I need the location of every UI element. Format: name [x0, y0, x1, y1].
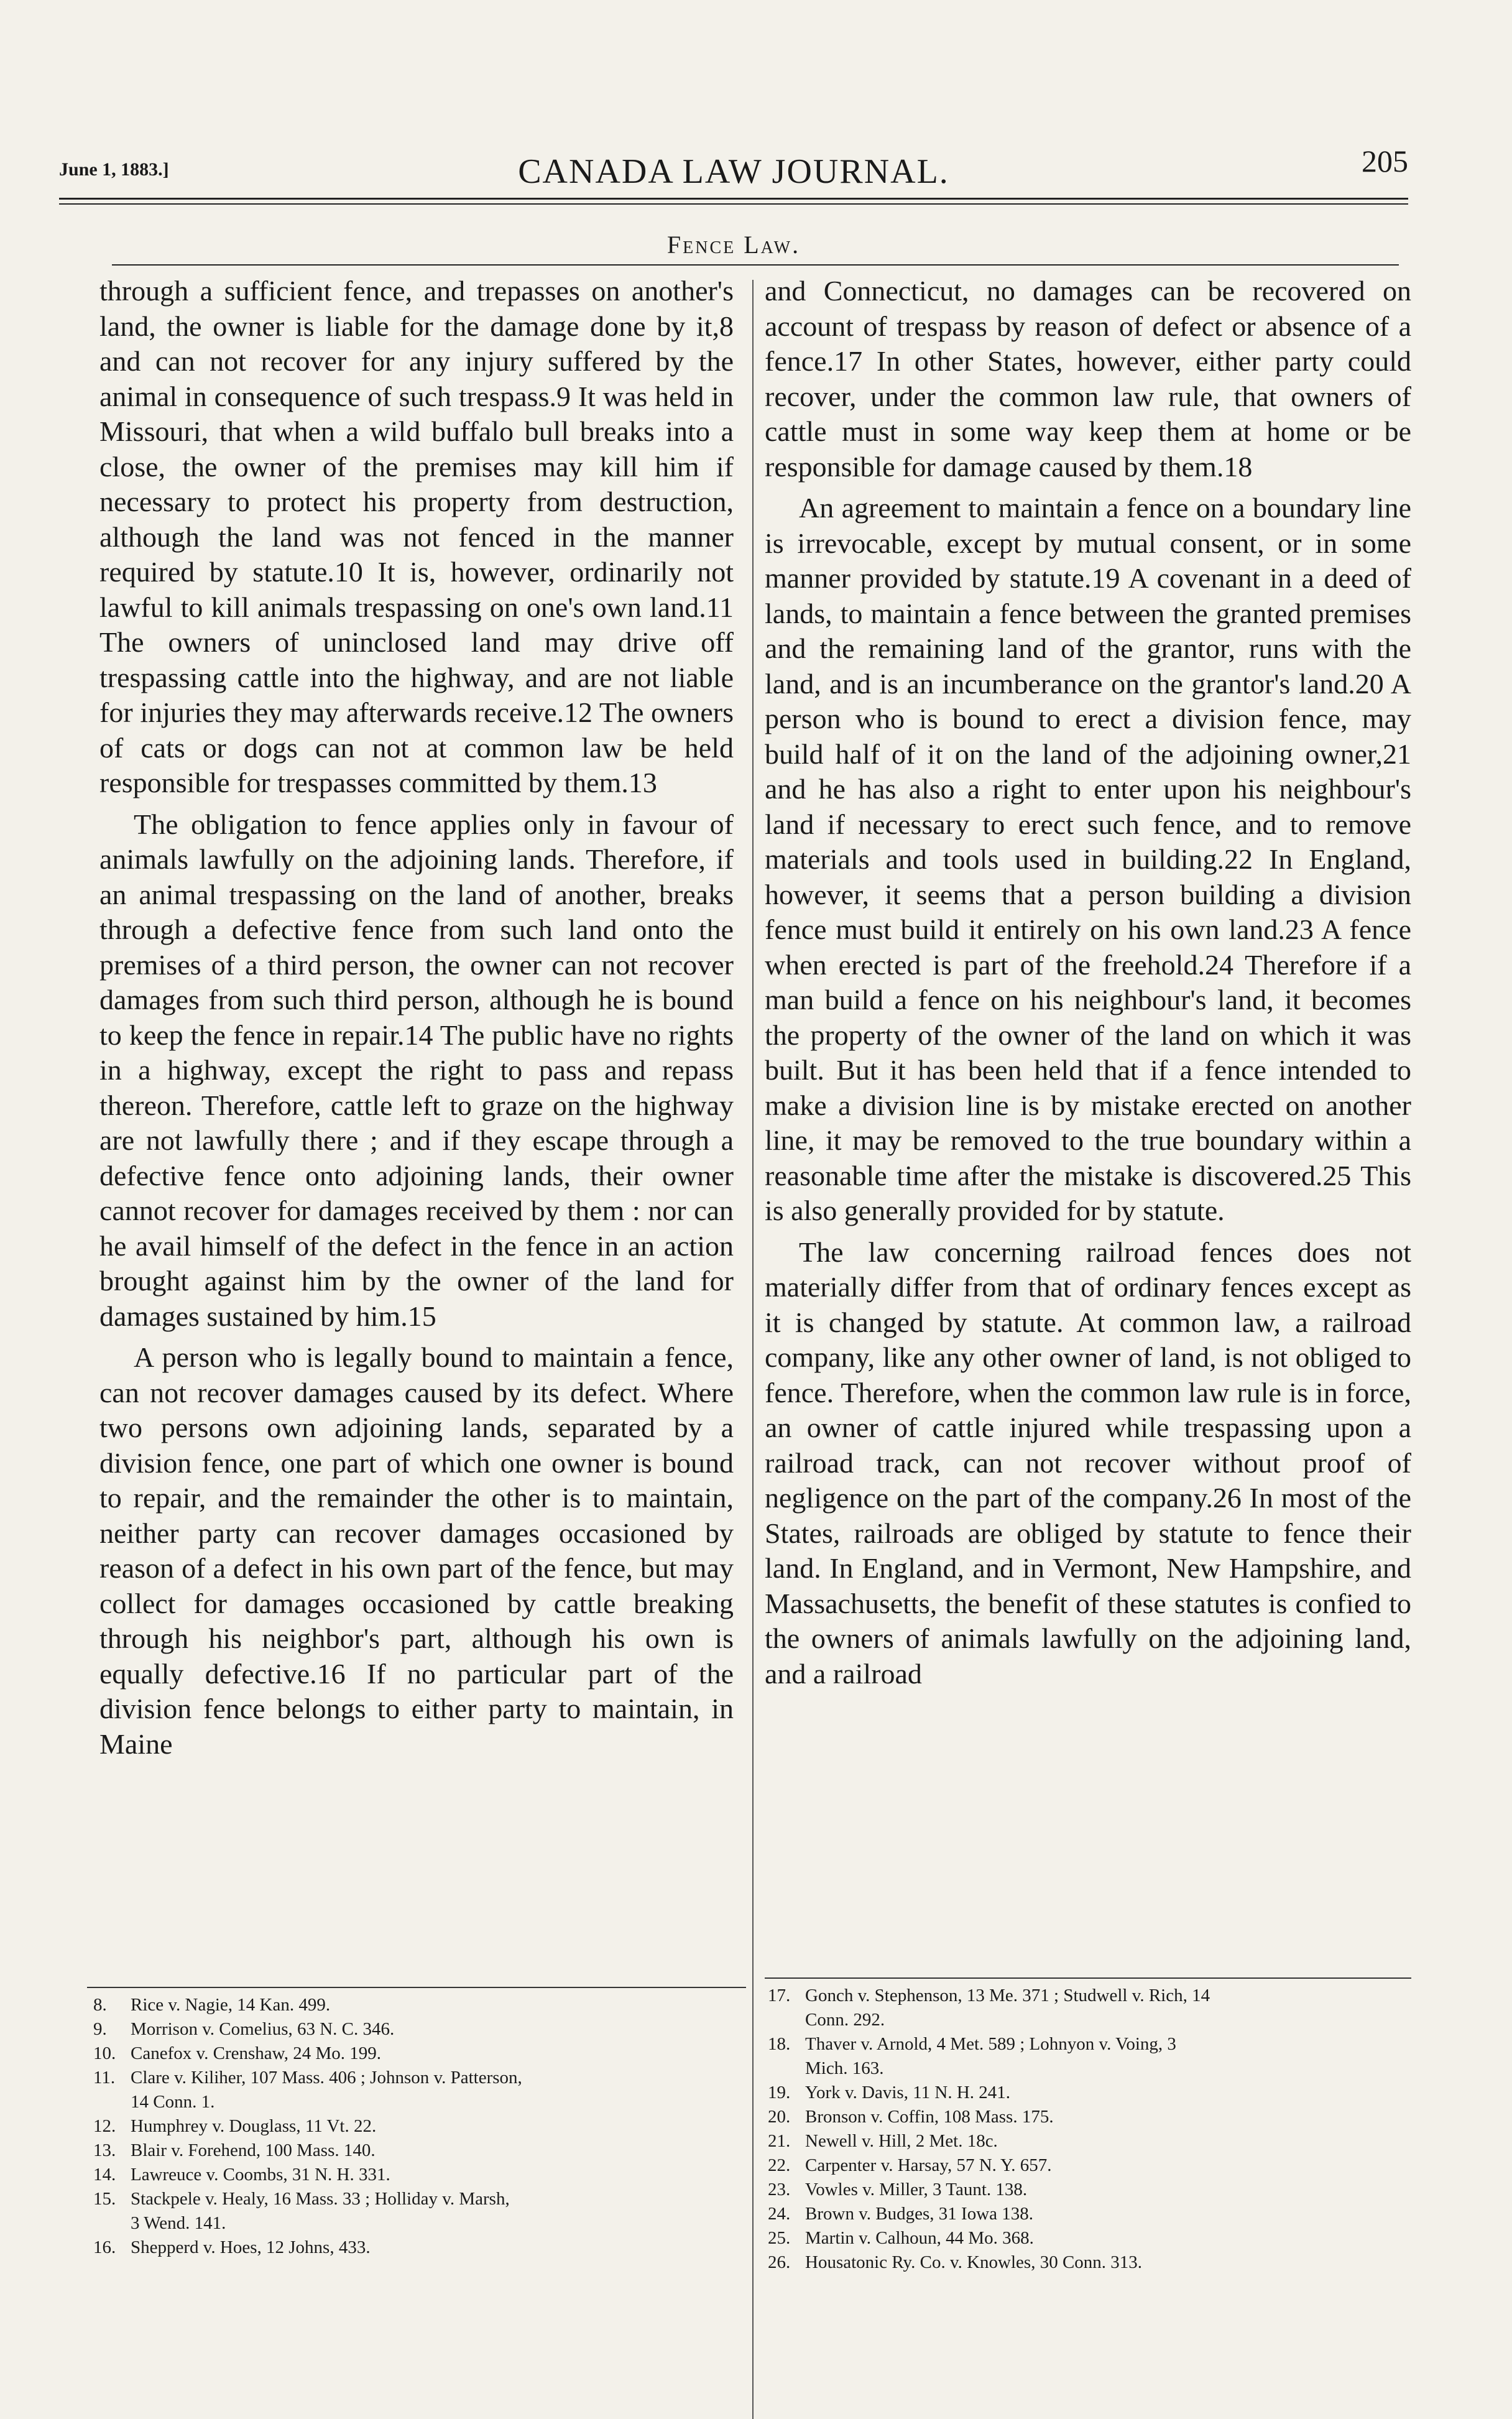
footnote — [768, 2202, 1408, 2226]
footnote-number: 8. — [93, 1995, 107, 2015]
footnote-number: 10. — [93, 2043, 116, 2063]
footnote-text: 3 Wend. 141. — [131, 2213, 226, 2233]
left-column — [99, 274, 734, 1768]
footnote-number: 12. — [93, 2116, 116, 2136]
footnote-text: Blair v. Forehend, 100 Mass. 140. — [131, 2140, 376, 2160]
footnote — [768, 2008, 1408, 2032]
footnote-number: 18. — [768, 2034, 791, 2054]
footnote — [93, 2114, 746, 2139]
footnote-text: Brown v. Budges, 31 Iowa 138. — [805, 2204, 1034, 2224]
footnote-number: 15. — [93, 2189, 116, 2209]
footnote-number: 25. — [768, 2228, 791, 2248]
footnote-text: Carpenter v. Harsay, 57 N. Y. 657. — [805, 2155, 1052, 2175]
footnote — [768, 2081, 1408, 2105]
footnote-text: Gonch v. Stephenson, 13 Me. 371 ; Studwell v. Rich, 14 — [805, 1986, 1210, 2005]
footnote — [93, 2163, 746, 2187]
paragraph: The law concerning railroad fences does not materially differ from that of ordinary fences except as it is changed by statute. At common law, a railroad company, like any other owner of land, is not obliged to fence. Therefore, when the common law rule is in force, an owner of cattle injured while trespassing upon a railroad track, can not recover without proof of negligence on the part of the company.26 In most of the States, railroads are obliged by statute to fence their land. In England, and in Vermont, New Hampshire, and Massachusetts, the benefit of these statutes is confied to the owners of animals lawfully on the adjoining land, and a railroad — [765, 1236, 1411, 1690]
footnote-number: 22. — [768, 2155, 791, 2175]
footnote-text: Humphrey v. Douglass, 11 Vt. 22. — [131, 2116, 377, 2136]
header-rule — [59, 198, 1408, 205]
footnote — [93, 2211, 746, 2236]
footnote — [768, 2178, 1408, 2202]
footnote — [93, 2139, 746, 2163]
footnote-text: Mich. 163. — [805, 2058, 884, 2078]
footnote-text: York v. Davis, 11 N. H. 241. — [805, 2083, 1011, 2102]
footnote-text: Morrison v. Comelius, 63 N. C. 346. — [131, 2019, 395, 2039]
footnote — [768, 2105, 1408, 2129]
footnote — [768, 2153, 1408, 2178]
footnote — [768, 2032, 1408, 2056]
page-header — [59, 143, 1408, 193]
footnote-number: 23. — [768, 2180, 791, 2199]
footnote — [93, 2187, 746, 2211]
footnote-number: 26. — [768, 2252, 791, 2272]
footnote-text: Canefox v. Crenshaw, 24 Mo. 199. — [131, 2043, 381, 2063]
footnote — [93, 2042, 746, 2066]
footnote-number: 24. — [768, 2204, 791, 2224]
footnote-number: 19. — [768, 2083, 791, 2102]
footnote-number: 11. — [93, 2068, 116, 2088]
page-number: 205 — [1362, 144, 1408, 178]
footnote — [93, 2090, 746, 2114]
footnote-text: Rice v. Nagie, 14 Kan. 499. — [131, 1995, 331, 2015]
footnote — [768, 2226, 1408, 2250]
footnote-number: 14. — [93, 2165, 116, 2185]
footnote-text: Martin v. Calhoun, 44 Mo. 368. — [805, 2228, 1034, 2248]
footnote — [768, 2056, 1408, 2081]
footnote-text: Clare v. Kiliher, 107 Mass. 406 ; Johnson v. Patterson, — [131, 2068, 522, 2088]
footnote-text: Conn. 292. — [805, 2010, 885, 2030]
footnote-text: 14 Conn. 1. — [131, 2092, 215, 2112]
paragraph: The obligation to fence applies only in favour of animals lawfully on the adjoining lands. Therefore, if an animal trespassing on the land of another, breaks through a defective fence from such land onto the premises of a third person, the owner can not recover damages from such third person, although he is bound to keep the fence in repair.14 The public have no rights in a highway, except the right to pass and repass thereon. Therefore, cattle left to graze on the highway are not lawfully there ; and if they escape through a defective fence onto adjoining lands, their owner cannot recover for damages received by them : nor can he avail himself of the defect in the fence in an action brought against him by the owner of the land for damages sustained by him.15 — [99, 808, 734, 1332]
footnote-text: Shepperd v. Hoes, 12 Johns, 433. — [131, 2237, 371, 2257]
footnote-text: Housatonic Ry. Co. v. Knowles, 30 Conn. 313. — [805, 2252, 1143, 2272]
journal-title: CANADA LAW JOURNAL. — [518, 152, 949, 191]
paragraph: through a sufficient fence, and trepasses on another's land, the owner is liable for the damage done by it,8 and can not recover for any injury suffered by the animal in consequence of such trespass.9 It was held in Missouri, that when a wild buffalo bull breaks into a close, the owner of the premises may kill him if necessary to protect his property from destruction, although the land was not fenced in the manner required by statute.10 It is, however, ordinarily not lawful to kill animals trespassing on one's own land.11 The owners of uninclosed land may drive off trespassing cattle into the highway, and are not liable for injuries they may afterwards receive.12 The owners of cats or dogs can not at common law be held responsible for trespasses committed by them.13 — [99, 275, 734, 798]
section-rule — [112, 264, 1399, 266]
footnote — [93, 2017, 746, 2042]
footnote — [768, 2250, 1408, 2275]
footnote — [768, 2129, 1408, 2153]
paragraph: A person who is legally bound to maintain a fence, can not recover damages caused by its defect. Where two persons own adjoining lands, separated by a division fence, one part of which one owner is bound to repair, and the remainder the other is to maintain, neither party can recover damages occasioned by reason of a defect in his own part of the fence, but may collect for damages occasioned by cattle breaking through his neighbor's part, although his own is equally defective.16 If no particular part of the division fence belongs to either party to maintain, in Maine — [99, 1341, 734, 1760]
footnote-rule — [765, 1977, 1411, 1979]
footnote — [93, 2236, 746, 2260]
footnote-text: Thaver v. Arnold, 4 Met. 589 ; Lohnyon v. Voing, 3 — [805, 2034, 1176, 2054]
footnote-text: Newell v. Hill, 2 Met. 18c. — [805, 2131, 998, 2151]
footnote-text: Vowles v. Miller, 3 Taunt. 138. — [805, 2180, 1028, 2199]
footnote — [768, 1984, 1408, 2008]
footnote-text: Bronson v. Coffin, 108 Mass. 175. — [805, 2107, 1054, 2127]
right-column — [765, 274, 1411, 1698]
footnote — [93, 2066, 746, 2090]
header-date: June 1, 1883.] — [59, 159, 169, 180]
footnotes-right — [768, 1984, 1408, 2275]
paragraph: and Connecticut, no damages can be recovered on account of trespass by reason of defect or absence of a fence.17 In other States, however, either party could recover, under the common law rule, that owners of cattle must in some way keep them at home or be responsible for damage caused by them.18 — [765, 275, 1411, 483]
footnote-number: 21. — [768, 2131, 791, 2151]
footnote-number: 17. — [768, 1986, 791, 2005]
paragraph: An agreement to maintain a fence on a boundary line is irrevocable, except by mutual consent, or in some manner provided by statute.19 A covenant in a deed of lands, to maintain a fence between the granted premises and the remaining land of the grantor, runs with the land, and is an incumberance on the grantor's land.20 A person who is bound to erect a division fence, may build half of it on the land of the adjoining owner,21 and he has also a right to enter upon his neighbour's land if necessary to erect such fence, and to remove materials and tools used in building.22 In England, however, it seems that a person building a division fence must build it entirely on his own land.23 A fence when erected is part of the freehold.24 Therefore if a man build a fence on his neighbour's land, it becomes the property of the owner of the land on which it was built. But it has been held that if a fence intended to make a division line is by mistake erected on another line, it may be removed to the true boundary within a reasonable time after the mistake is discovered.25 This is also generally provided for by statute. — [765, 492, 1411, 1226]
footnote-number: 20. — [768, 2107, 791, 2127]
footnote — [93, 1993, 746, 2017]
footnote-number: 16. — [93, 2237, 116, 2257]
footnote-rule — [87, 1987, 746, 1988]
section-title: Fence Law. — [666, 231, 801, 259]
footnotes-left — [93, 1993, 746, 2260]
footnote-number: 13. — [93, 2140, 116, 2160]
footnote-text: Stackpele v. Healy, 16 Mass. 33 ; Holliday v. Marsh, — [131, 2189, 510, 2209]
footnote-number: 9. — [93, 2019, 107, 2039]
column-divider — [752, 280, 754, 2419]
footnote-text: Lawreuce v. Coombs, 31 N. H. 331. — [131, 2165, 390, 2185]
